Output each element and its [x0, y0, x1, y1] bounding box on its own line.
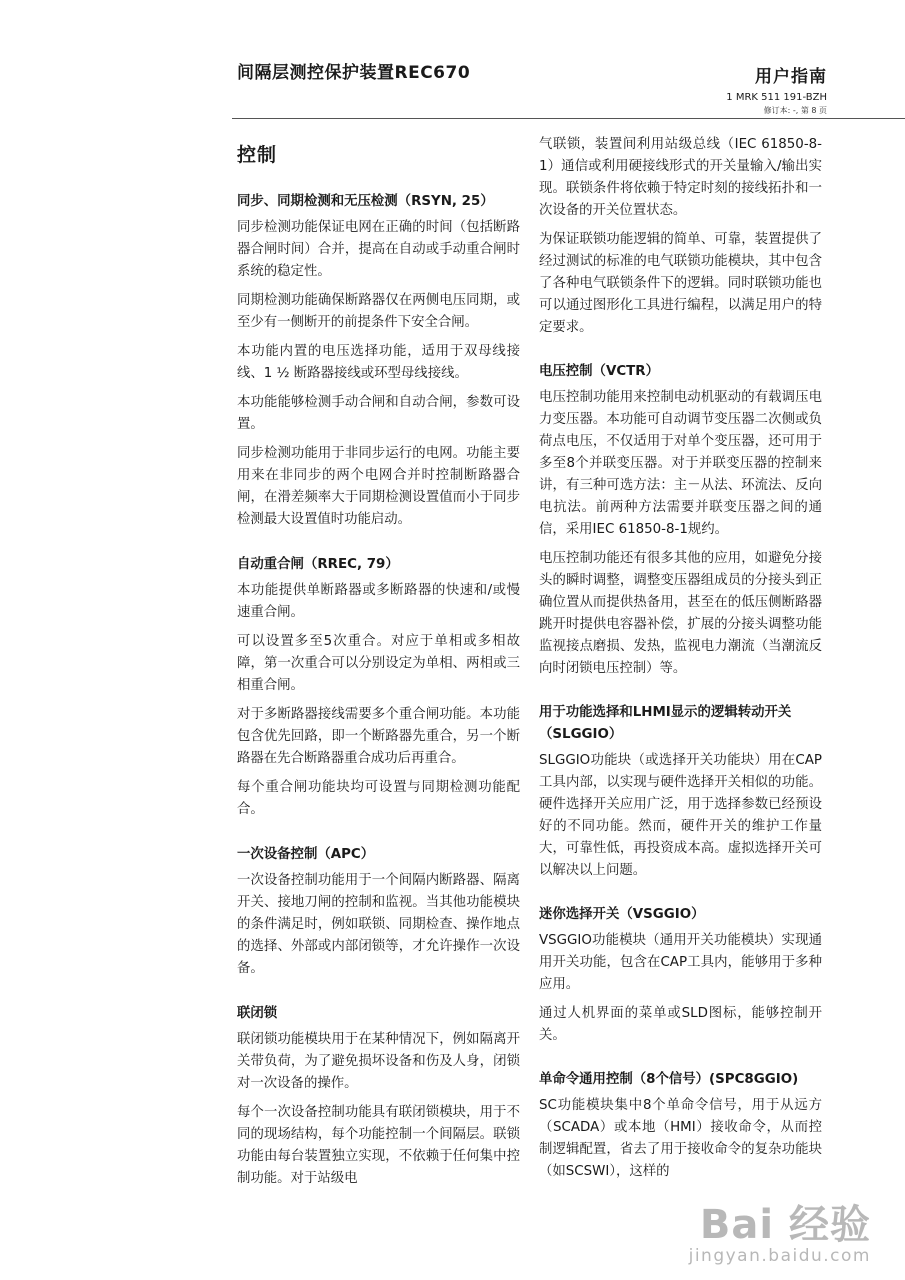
paragraph: 每个重合闸功能块均可设置与同期检测功能配合。: [237, 780, 520, 817]
baidu-jingyan-watermark: [689, 1193, 871, 1266]
paragraph: 本功能内置的电压选择功能，适用于双母线接线、1 ½ 断路器接线或环型母线接线。: [237, 344, 520, 381]
paragraph: 同步检测功能保证电网在正确的时间（包括断路器合闸时间）合并，提高在自动或手动重合闸时系统的稳定性。: [237, 220, 520, 279]
document-title: 间隔层测控保护装置REC670: [237, 63, 471, 83]
header-meta: [726, 62, 827, 116]
paragraph: 一次设备控制功能用于一个间隔内断路器、隔离开关、接地刀闸的控制和监视。当其他功能模块的条件满足时，例如联锁、同期检查、操作地点的选择、外部或内部闭锁等，才允许操作一次设备。: [237, 873, 520, 976]
paragraph: 可以设置多至5次重合。对应于单相或多相故障，第一次重合可以分别设定为单相、两相或三相重合闸。: [237, 634, 520, 693]
document-number: 1 MRK 511 191-BZH: [726, 92, 827, 103]
heading-vsggio: 迷你选择开关（VSGGIO）: [539, 907, 705, 922]
paragraph: 对于多断路器接线需要多个重合闸功能。本功能包含优先回路，即一个断路器先重合，另一个断路器在先合断路器重合成功后再重合。: [237, 707, 520, 766]
paragraph: VSGGIO功能模块（通用开关功能模块）实现通用开关功能，包含在CAP工具内，能够用于多种应用。: [539, 933, 822, 992]
left-column: [237, 140, 520, 1213]
section-vctr: [539, 361, 822, 680]
paragraph: 本功能提供单断路器或多断路器的快速和/或慢速重合闸。: [237, 583, 520, 620]
section-vsggio: [539, 904, 822, 1047]
section-rrec: [237, 554, 520, 821]
paragraph: 电压控制功能还有很多其他的应用，如避免分接头的瞬时调整，调整变压器组成员的分接头到正确位置从而提供热备用，甚至在的低压侧断路器跳开时提供电容器补偿，扩展的分接头调整功能监视接点磨损、发热，监视电力潮流（当潮流反向时闭锁电压控制）等。: [539, 551, 822, 676]
paragraph: 每个一次设备控制功能具有联闭锁模块，用于不同的现场结构，每个功能控制一个间隔层。联锁功能由每台装置独立实现，不依赖于任何集中控制功能。对于站级电: [237, 1105, 520, 1186]
paragraph: 本功能能够检测手动合闸和自动合闸，参数可设置。: [237, 395, 520, 432]
watermark-url: jingyan.baidu.com: [688, 1246, 871, 1266]
section-slggio: [539, 702, 822, 882]
header-divider: [232, 118, 905, 119]
paragraph: 联闭锁功能模块用于在某种情况下，例如隔离开关带负荷，为了避免损坏设备和伤及人身，闭锁对一次设备的操作。: [237, 1032, 520, 1091]
heading-apc: 一次设备控制（APC）: [237, 847, 375, 862]
paragraph: 通过人机界面的菜单或SLD图标，能够控制开关。: [539, 1006, 822, 1043]
revision-page-label: 修订本: -, 第 8 页: [763, 106, 827, 115]
right-column: [539, 134, 822, 1205]
heading-slggio: 用于功能选择和LHMI显示的逻辑转动开关（SLGGIO）: [539, 705, 792, 742]
paragraph: 同期检测功能确保断路器仅在两侧电压同期，或至少有一侧断开的前提条件下安全合闸。: [237, 293, 520, 330]
heading-rrec: 自动重合闸（RREC, 79）: [237, 557, 399, 572]
paragraph: SLGGIO功能块（或选择开关功能块）用在CAP工具内部，以实现与硬件选择开关相似的功能。硬件选择开关应用广泛，用于选择参数已经预设好的不同功能。然而，硬件开关的维护工作量大，可靠性低，再投资成本高。虚拟选择开关可以解决以上问题。: [539, 753, 822, 878]
paragraph: 同步检测功能用于非同步运行的电网。功能主要用来在非同步的两个电网合并时控制断路器合闸，在滑差频率大于同期检测设置值而小于同步检测最大设置值时功能启动。: [237, 446, 520, 527]
section-rsyn: [237, 191, 520, 531]
section-spc8ggio: [539, 1069, 822, 1183]
heading-vctr: 电压控制（VCTR）: [539, 364, 659, 379]
heading-rsyn: 同步、同期检测和无压检测（RSYN, 25）: [237, 194, 494, 209]
section-interlocking-continued: [539, 134, 822, 339]
heading-spc8ggio: 单命令通用控制（8个信号）(SPC8GGIO): [539, 1072, 799, 1087]
section-apc: [237, 844, 520, 980]
paragraph: 为保证联锁功能逻辑的简单、可靠，装置提供了经过测试的标准的电气联锁功能模块，其中包含了各种电气联锁条件下的逻辑。同时联锁功能也可以通过图形化工具进行编程，以满足用户的特定要求。: [539, 232, 822, 335]
section-title-control: 控制: [237, 144, 278, 166]
paragraph: 气联锁，装置间利用站级总线（IEC 61850-8-1）通信或利用硬接线形式的开关量输入/输出实现。联锁条件将依赖于特定时刻的接线拓扑和一次设备的开关位置状态。: [539, 137, 822, 218]
paragraph: SC功能模块集中8个单命令信号，用于从远方（SCADA）或本地（HMI）接收命令，从而控制逻辑配置，省去了用于接收命令的复杂功能块（如SCSWI），这样的: [539, 1098, 822, 1179]
paragraph: 电压控制功能用来控制电动机驱动的有载调压电力变压器。本功能可自动调节变压器二次侧或负荷点电压，不仅适用于对单个变压器，还可用于多至8个并联变压器。对于并联变压器的控制来讲，有三种可选方法：主－从法、环流法、反向电抗法。前两种方法需要并联变压器之间的通信，采用IEC 61850-8-1规约。: [539, 390, 822, 537]
user-guide-label: 用户指南: [755, 67, 827, 87]
watermark-logo: Bai 经验: [699, 1202, 871, 1248]
heading-interlocking: 联闭锁: [237, 1006, 278, 1021]
section-interlocking: [237, 1003, 520, 1190]
